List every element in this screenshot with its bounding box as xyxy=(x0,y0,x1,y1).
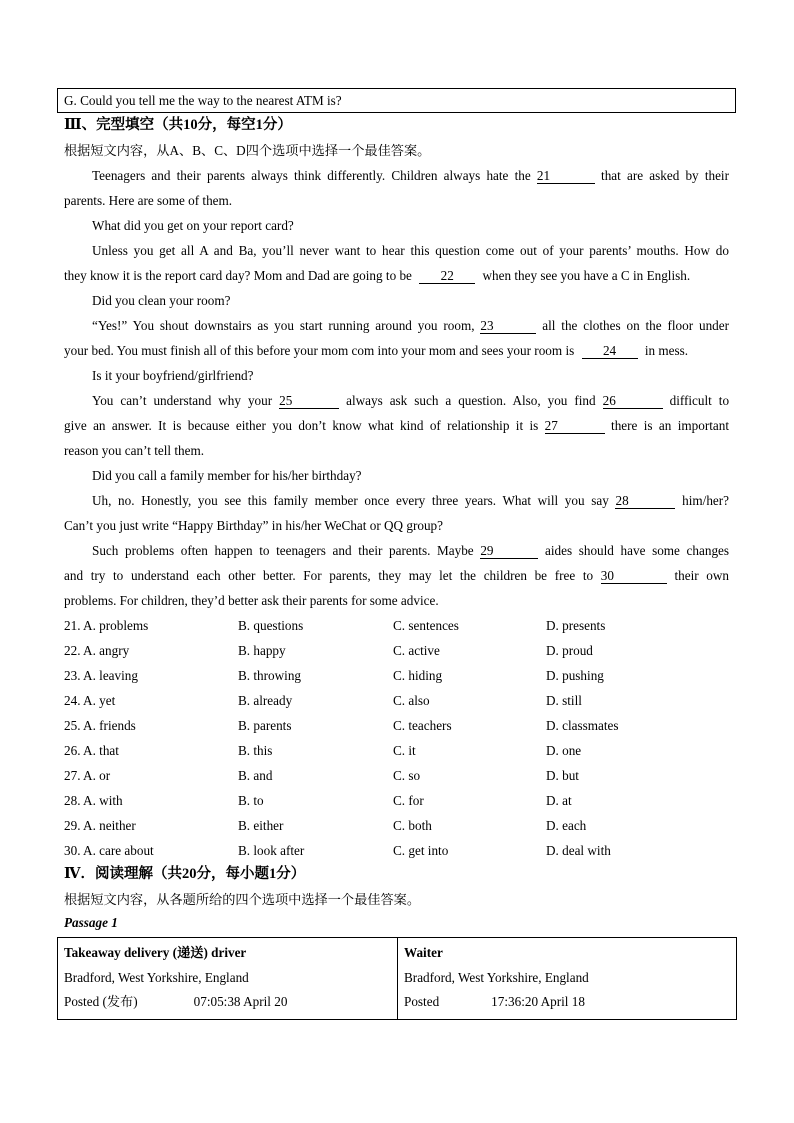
section4-instruction: 根据短文内容，从各题所给的四个选项中选择一个最佳答案。 xyxy=(64,892,421,907)
job-listings-table xyxy=(57,937,737,1020)
option-27-b: B. and xyxy=(238,768,273,783)
job-location: Bradford, West Yorkshire, England xyxy=(404,969,589,985)
option-30-b: B. look after xyxy=(238,843,305,858)
option-23-b: B. throwing xyxy=(238,668,302,683)
paragraph-line: Unless you get all A and Ba, you’ll never want to hear this question come out of your parents’ mouths. How do xyxy=(92,243,729,258)
option-29-d: D. each xyxy=(546,818,587,833)
blank-30: 30 xyxy=(601,569,667,584)
paragraph-line: your bed. You must finish all of this before your mom com into your mom and sees your room is 24 in mess. xyxy=(64,343,689,358)
section3-instruction: 根据短文内容，从A、B、C、D四个选项中选择一个最佳答案。 xyxy=(64,143,431,158)
option-30-a: 30. A. care about xyxy=(64,843,154,858)
option-29-c: C. both xyxy=(393,818,432,833)
option-21-b: B. questions xyxy=(238,618,304,633)
option-28-a: 28. A. with xyxy=(64,793,123,808)
job-location: Bradford, West Yorkshire, England xyxy=(64,969,249,985)
paragraph-line: they know it is the report card day? Mom and Dad are going to be 22 when they see you have a C in English. xyxy=(64,268,691,283)
paragraph-line: and try to understand each other better. For parents, they may let the children be free to 30 their own xyxy=(64,568,729,583)
posted-time: 17:36:20 April 18 xyxy=(491,994,585,1009)
job-title: Takeaway delivery (递送) driver xyxy=(64,945,247,960)
question-1: What did you get on your report card? xyxy=(92,218,294,233)
blank-22: 22 xyxy=(419,269,475,284)
job-card xyxy=(398,938,737,1020)
option-22-d: D. proud xyxy=(546,643,593,658)
posted-time: 07:05:38 April 20 xyxy=(193,994,288,1009)
option-27-d: D. but xyxy=(546,768,579,783)
section4-heading: Ⅳ．阅读理解（共20分，每小题1分） xyxy=(64,866,306,882)
job-card xyxy=(58,938,398,1020)
option-30-c: C. get into xyxy=(393,843,449,858)
question-3: Is it your boyfriend/girlfriend? xyxy=(92,368,254,383)
option-26-a: 26. A. that xyxy=(64,743,119,758)
option-23-c: C. hiding xyxy=(393,668,443,683)
option-26-d: D. one xyxy=(546,743,582,758)
blank-21: 21 xyxy=(537,169,595,184)
paragraph-line: parents. Here are some of them. xyxy=(64,193,233,208)
option-22-a: 22. A. angry xyxy=(64,643,130,658)
option-29-b: B. either xyxy=(238,818,284,833)
job-title: Waiter xyxy=(404,945,443,960)
blank-27: 27 xyxy=(545,419,605,434)
blank-29: 29 xyxy=(480,544,538,559)
paragraph-line: Can’t you just write “Happy Birthday” in his/her WeChat or QQ group? xyxy=(64,518,443,533)
blank-24: 24 xyxy=(582,344,638,359)
option-24-c: C. also xyxy=(393,693,430,708)
option-28-d: D. at xyxy=(546,793,572,808)
job-posted xyxy=(64,990,391,1015)
option-29-a: 29. A. neither xyxy=(64,818,136,833)
option-22-c: C. active xyxy=(393,643,440,658)
option-25-a: 25. A. friends xyxy=(64,718,136,733)
question-4: Did you call a family member for his/her birthday? xyxy=(92,468,362,483)
option-26-b: B. this xyxy=(238,743,273,758)
option-24-a: 24. A. yet xyxy=(64,693,116,708)
option-g-box xyxy=(57,88,736,113)
option-21-d: D. presents xyxy=(546,618,606,633)
option-21-a: 21. A. problems xyxy=(64,618,149,633)
option-23-d: D. pushing xyxy=(546,668,604,683)
blank-28: 28 xyxy=(615,494,675,509)
option-25-d: D. classmates xyxy=(546,718,619,733)
option-26-c: C. it xyxy=(393,743,416,758)
paragraph-line: Such problems often happen to teenagers and their parents. Maybe 29 aides should have some changes xyxy=(92,543,730,558)
posted-label: Posted xyxy=(404,994,440,1009)
question-2: Did you clean your room? xyxy=(92,293,231,308)
paragraph-line: You can’t understand why your 25 always ask such a question. Also, you find 26 difficult to xyxy=(92,393,730,408)
option-g-text: G. Could you tell me the way to the nearest ATM is? xyxy=(64,93,342,108)
paragraph-line: reason you can’t tell them. xyxy=(64,443,205,458)
job-posted xyxy=(404,990,730,1015)
option-24-b: B. already xyxy=(238,693,293,708)
option-25-c: C. teachers xyxy=(393,718,452,733)
blank-23: 23 xyxy=(480,319,536,334)
option-23-a: 23. A. leaving xyxy=(64,668,138,683)
option-28-c: C. for xyxy=(393,793,424,808)
posted-label: Posted (发布) xyxy=(64,994,138,1009)
paragraph-line: give an answer. It is because either you don’t know what kind of relationship it is 27 there is an important xyxy=(64,418,730,433)
option-21-c: C. sentences xyxy=(393,618,459,633)
section3-heading: Ⅲ、完型填空（共10分，每空1分） xyxy=(64,117,292,133)
passage-label: Passage 1 xyxy=(64,915,118,930)
option-24-d: D. still xyxy=(546,693,582,708)
paragraph-line: Uh, no. Honestly, you see this family member once every three years. What will you say 28 him/her? xyxy=(92,493,730,508)
option-25-b: B. parents xyxy=(238,718,292,733)
option-27-c: C. so xyxy=(393,768,421,783)
option-30-d: D. deal with xyxy=(546,843,611,858)
paragraph-line: “Yes!” You shout downstairs as you start running around you room, 23 all the clothes on the floor under xyxy=(92,318,730,333)
blank-26: 26 xyxy=(603,394,663,409)
paragraph-line: problems. For children, they’d better ask their parents for some advice. xyxy=(64,593,439,608)
option-28-b: B. to xyxy=(238,793,264,808)
paragraph-line: Teenagers and their parents always think differently. Children always hate the 21 that are asked by their xyxy=(92,168,729,183)
option-27-a: 27. A. or xyxy=(64,768,111,783)
blank-25: 25 xyxy=(279,394,339,409)
option-22-b: B. happy xyxy=(238,643,286,658)
